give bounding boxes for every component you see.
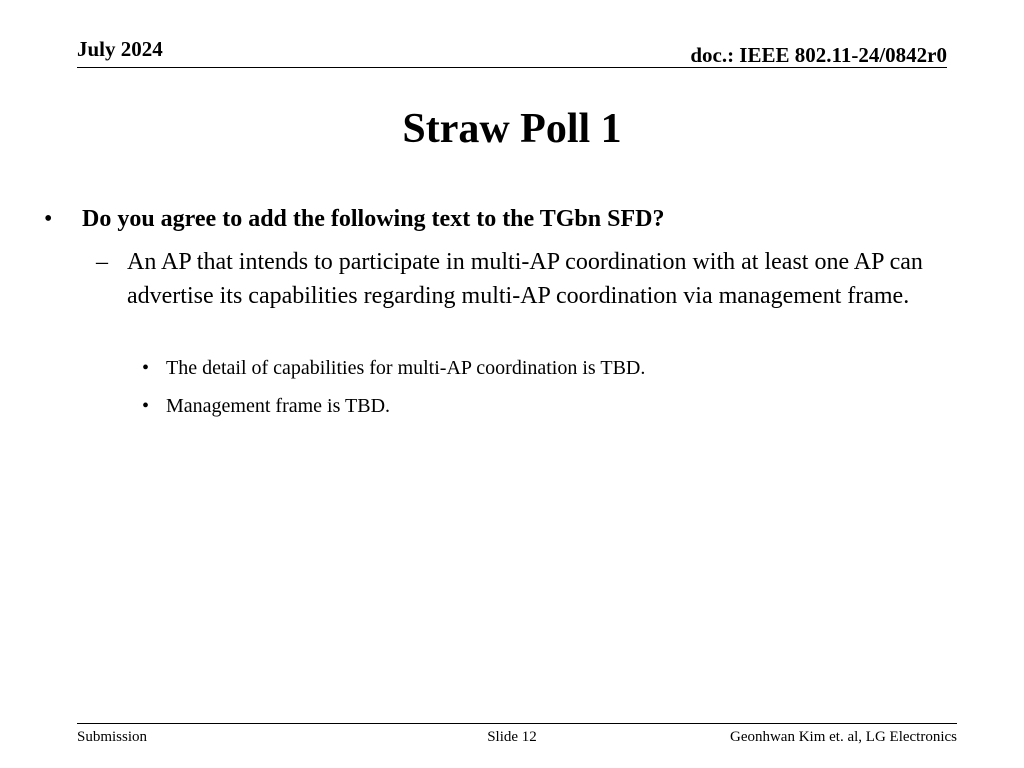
bullet-icon: • (142, 357, 150, 379)
bullet-icon: • (142, 395, 150, 417)
footer-divider (77, 723, 957, 724)
sub-item: Management frame is TBD. (166, 395, 391, 417)
header-divider (77, 67, 947, 68)
footer-slide-number: Slide 12 (487, 729, 537, 745)
slide-title: Straw Poll 1 (402, 106, 622, 152)
sub-item: The detail of capabilities for multi-AP coordination is TBD. (166, 357, 646, 379)
header-doc-id: doc.: IEEE 802.11-24/0842r0 (690, 43, 947, 67)
bullet-icon: • (44, 206, 53, 232)
poll-question: Do you agree to add the following text to the TGbn SFD? (82, 206, 665, 232)
footer-authors: Geonhwan Kim et. al, LG Electronics (729, 729, 957, 745)
footer-submission: Submission (77, 729, 148, 745)
poll-statement: An AP that intends to participate in multi-AP coordination with at least one AP can advertise its capabilities regarding multi-AP coordination via management frame. (127, 249, 923, 309)
header-date: July 2024 (77, 37, 163, 61)
dash-icon: – (96, 249, 108, 275)
